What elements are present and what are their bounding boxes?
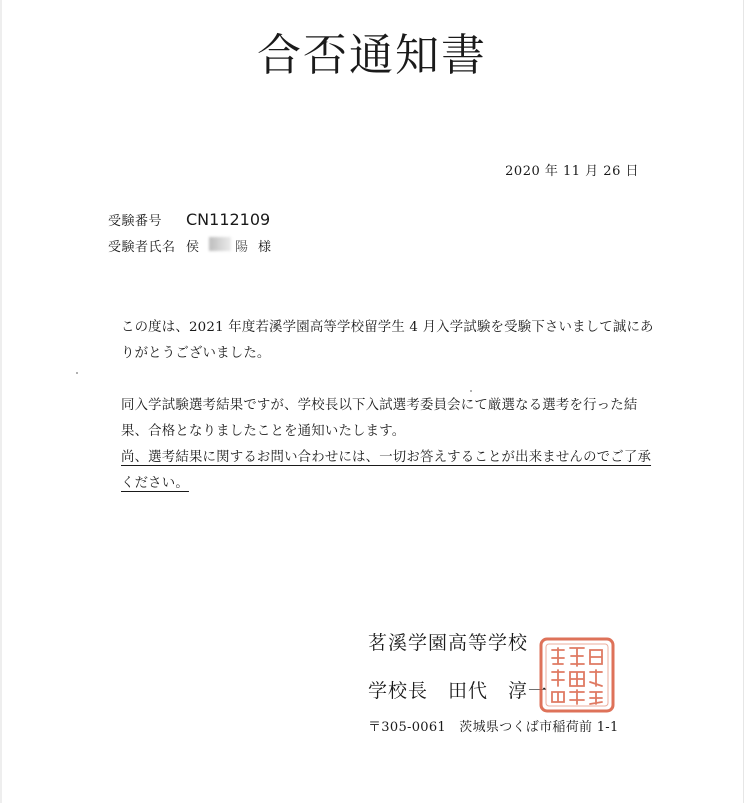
school-name: 茗溪学園高等学校 xyxy=(368,632,529,654)
redacted-name-tail: 陽 xyxy=(235,240,249,255)
honorific: 様 xyxy=(258,240,272,255)
notice-text: 尚、選考結果に関するお問い合わせには、一切お答えすることが出来ませんのでご了承ください。 xyxy=(121,450,652,491)
document-title: 合否通知書 xyxy=(257,30,487,81)
principal-title: 学校長 xyxy=(368,680,429,702)
page-edge xyxy=(0,0,2,803)
exam-number-row xyxy=(108,210,271,236)
issue-date: 2020 年 11 月 26 日 xyxy=(505,164,639,179)
school-address: 〒305-0061 茨城県つくば市稲荷前 1-1 xyxy=(368,720,619,735)
examinee-info xyxy=(108,210,271,262)
principal-line xyxy=(368,676,548,703)
exam-number-label: 受験番号 xyxy=(108,214,163,229)
principal-name: 田代 淳一 xyxy=(448,680,549,702)
examinee-name-row xyxy=(108,236,271,262)
scan-speck xyxy=(76,372,78,374)
examinee-surname: 侯 xyxy=(186,240,200,255)
redacted-name-block xyxy=(209,237,231,251)
paragraph-thanks: この度は、2021 年度若溪学園高等学校留学生 4 月入学試験を受験下さいまして誠にありがとうございました。 xyxy=(121,320,654,361)
examinee-name-label: 受験者氏名 xyxy=(108,240,176,255)
paragraph-notice xyxy=(108,445,661,497)
scan-speck xyxy=(470,390,472,392)
official-seal-icon xyxy=(538,636,616,714)
paragraph-result: 同入学試験選考結果ですが、学校長以下入試選考委員会にて厳選なる選考を行った結果、合格となりましたことを通知いたします。 xyxy=(121,398,638,439)
exam-number-value: CN112109 xyxy=(186,210,271,229)
examinee-name xyxy=(186,236,271,255)
